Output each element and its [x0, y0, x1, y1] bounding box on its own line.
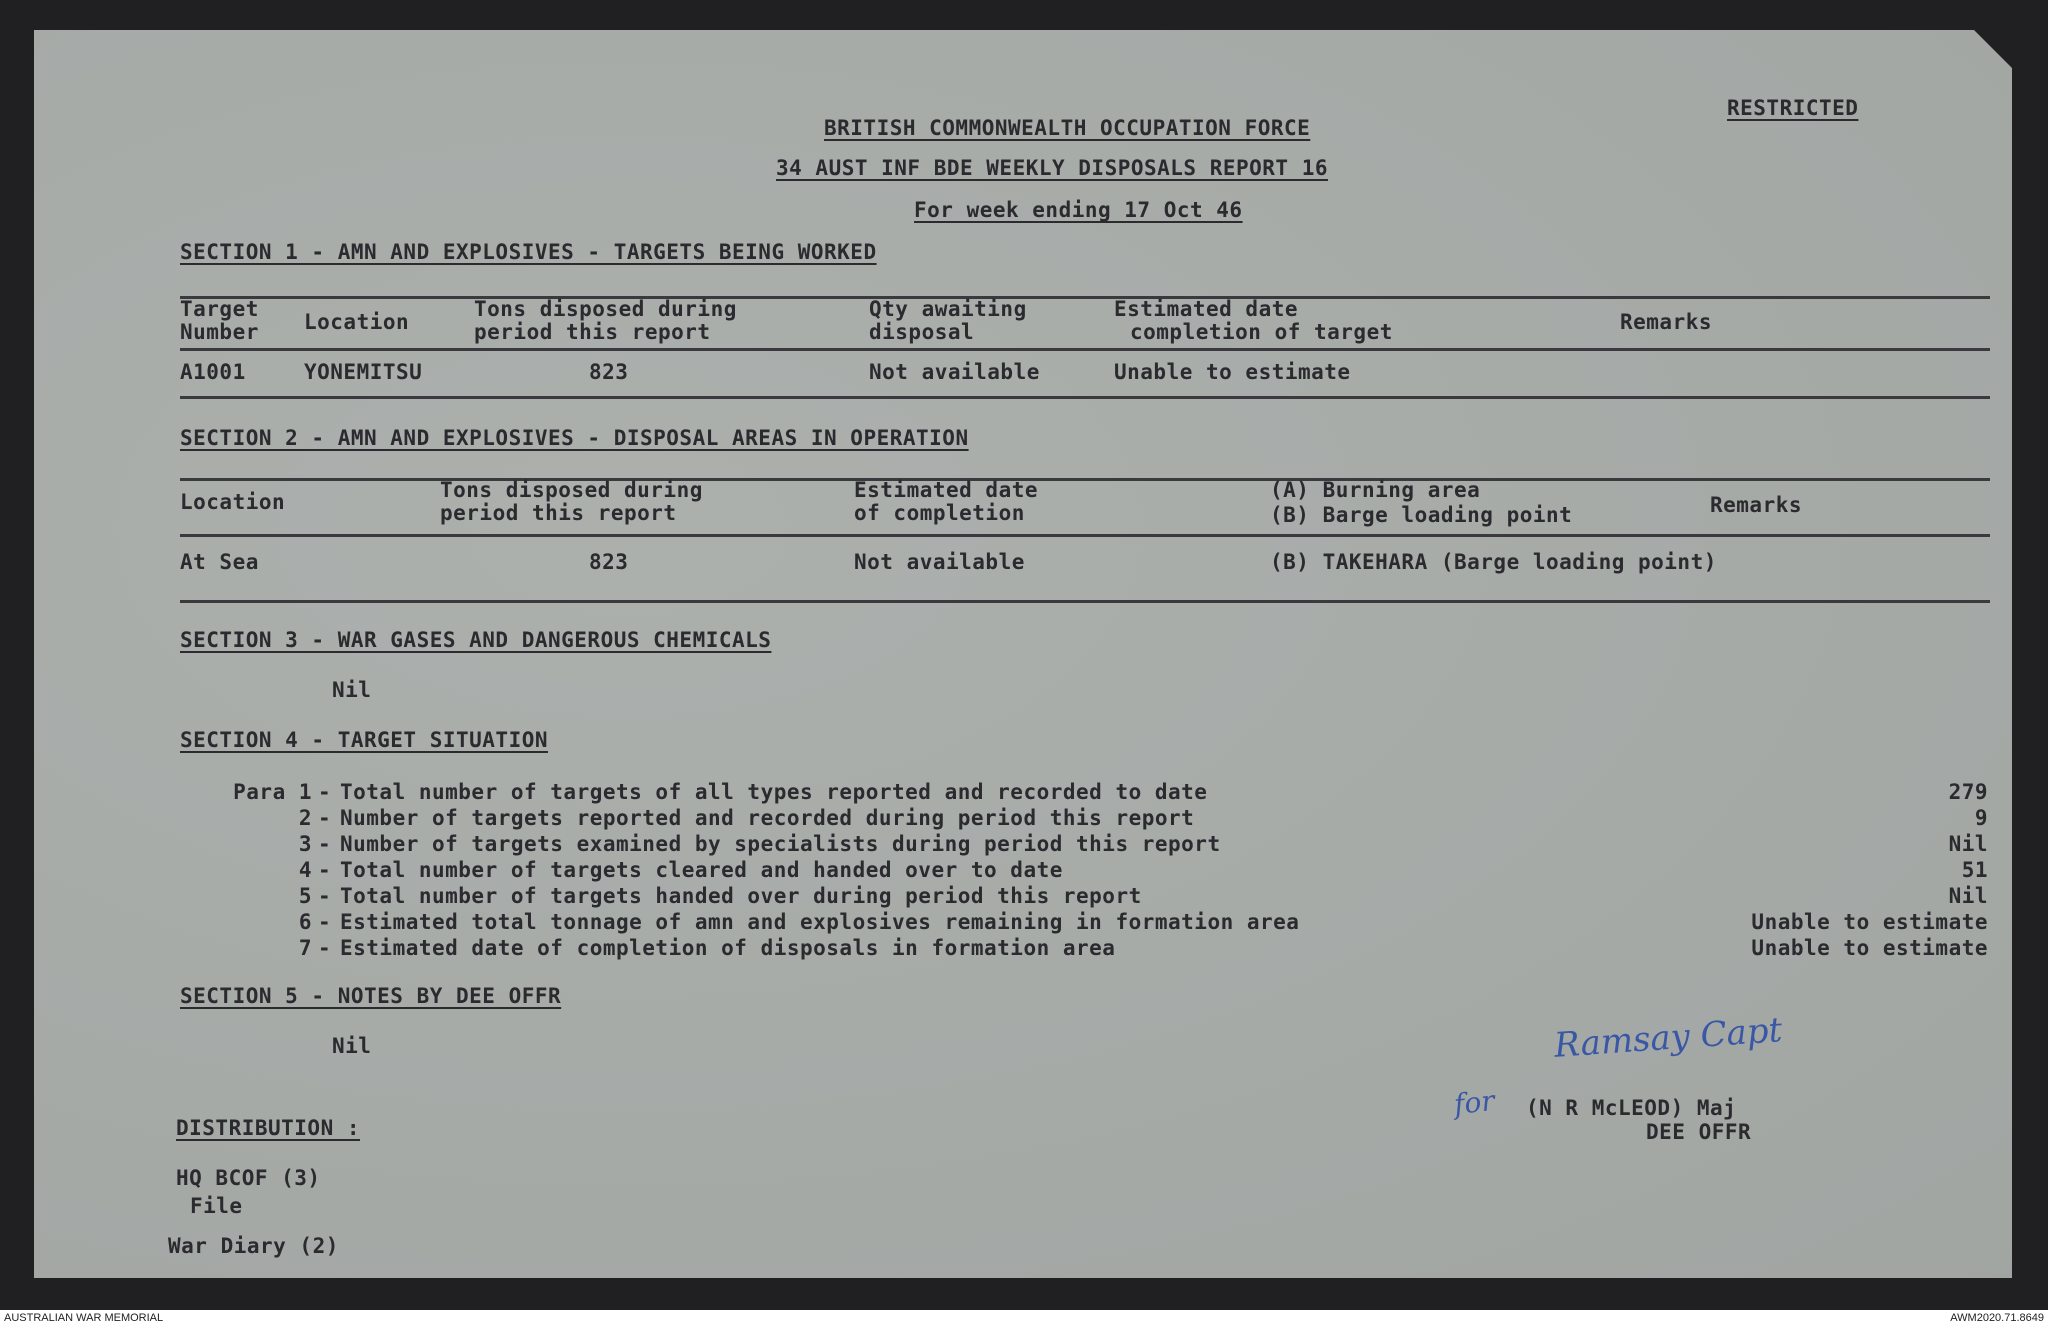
para-value: 279 [1948, 780, 1988, 804]
para-number: 2 [298, 806, 312, 830]
section2-header-rule [180, 534, 1990, 537]
s1-col-location: Location [304, 310, 410, 334]
para-number: 7 [298, 936, 312, 960]
s1-col-tons-b: period this report [474, 320, 711, 344]
s1-col-target-b: Number [180, 320, 259, 344]
section3-title: SECTION 3 - WAR GASES AND DANGEROUS CHEMICALS [180, 628, 772, 652]
para-number: 4 [298, 858, 312, 882]
signatory-name: (N R McLEOD) Maj [1526, 1096, 1737, 1120]
para-value: Unable to estimate [1751, 936, 1988, 960]
section1-title: SECTION 1 - AMN AND EXPLOSIVES - TARGETS BEING WORKED [180, 240, 877, 264]
document-title-line3: For week ending 17 Oct 46 [914, 198, 1243, 222]
s1-col-date-b: completion of target [1130, 320, 1393, 344]
s1-col-date-a: Estimated date [1114, 297, 1299, 321]
section3-value: Nil [332, 678, 372, 702]
archive-footer-right: AWM2020.71.8649 [1950, 1312, 2044, 1324]
handwritten-signature: Ramsay Capt [1552, 1010, 1784, 1066]
s2-col-tons-b: period this report [440, 501, 677, 525]
s1-row-location: YONEMITSU [304, 360, 423, 384]
s1-row-target: A1001 [180, 360, 246, 384]
para-dash: - [318, 858, 332, 882]
para-dash: - [318, 806, 332, 830]
distribution-item: War Diary (2) [168, 1234, 339, 1258]
s1-col-target-a: Target [180, 297, 259, 321]
s2-col-remarks: Remarks [1710, 493, 1803, 517]
s2-col-date-b: of completion [854, 501, 1025, 525]
para-text: Number of targets reported and recorded during period this report [340, 806, 1195, 830]
section2-bottom-rule [180, 600, 1990, 603]
para-value: Unable to estimate [1751, 910, 1988, 934]
s1-col-tons-a: Tons disposed during [474, 297, 737, 321]
s1-row-date: Unable to estimate [1114, 360, 1351, 384]
section2-title: SECTION 2 - AMN AND EXPLOSIVES - DISPOSAL AREAS IN OPERATION [180, 426, 969, 450]
para-value: Nil [1948, 884, 1988, 908]
distribution-title: DISTRIBUTION : [176, 1116, 361, 1140]
para-text: Estimated date of completion of disposals in formation area [340, 936, 1116, 960]
para-number: 3 [298, 832, 312, 856]
para-text: Total number of targets of all types reported and recorded to date [340, 780, 1208, 804]
section1-header-rule [180, 348, 1990, 351]
s2-col-area-b: (B) Barge loading point [1270, 503, 1573, 527]
para-value: 9 [1974, 806, 1988, 830]
s2-row-date: Not available [854, 550, 1025, 574]
distribution-item: HQ BCOF (3) [176, 1166, 321, 1190]
s1-row-qty: Not available [869, 360, 1040, 384]
section5-value: Nil [332, 1034, 372, 1058]
signatory-role: DEE OFFR [1646, 1120, 1752, 1144]
para-dash: - [318, 884, 332, 908]
para-number: 5 [298, 884, 312, 908]
document-title-line1: BRITISH COMMONWEALTH OCCUPATION FORCE [824, 116, 1311, 140]
section1-bottom-rule [180, 396, 1990, 399]
s1-row-tons: 823 [589, 360, 629, 384]
para-text: Estimated total tonnage of amn and explosives remaining in formation area [340, 910, 1300, 934]
para-text: Total number of targets cleared and handed over to date [340, 858, 1063, 882]
s2-col-area-a: (A) Burning area [1270, 478, 1481, 502]
s2-col-location: Location [180, 490, 286, 514]
para-dash: - [318, 780, 332, 804]
para-number: Para 1 [233, 780, 312, 804]
classification-marking: RESTRICTED [1727, 96, 1859, 120]
document-page [34, 30, 2012, 1278]
para-value: Nil [1948, 832, 1988, 856]
para-dash: - [318, 832, 332, 856]
para-dash: - [318, 910, 332, 934]
s1-col-qty-b: disposal [869, 320, 975, 344]
para-number: 6 [298, 910, 312, 934]
s1-col-qty-a: Qty awaiting [869, 297, 1027, 321]
para-value: 51 [1961, 858, 1988, 882]
s2-row-area: (B) TAKEHARA (Barge loading point) [1270, 550, 1717, 574]
document-title-line2: 34 AUST INF BDE WEEKLY DISPOSALS REPORT 16 [776, 156, 1329, 180]
para-text: Number of targets examined by specialists during period this report [340, 832, 1221, 856]
s2-col-tons-a: Tons disposed during [440, 478, 703, 502]
para-text: Total number of targets handed over during period this report [340, 884, 1142, 908]
s2-row-location: At Sea [180, 550, 259, 574]
archive-footer-left: AUSTRALIAN WAR MEMORIAL [4, 1312, 164, 1324]
section4-title: SECTION 4 - TARGET SITUATION [180, 728, 549, 752]
s1-col-remarks: Remarks [1620, 310, 1713, 334]
section5-title: SECTION 5 - NOTES BY DEE OFFR [180, 984, 562, 1008]
distribution-item: File [190, 1194, 243, 1218]
s2-row-tons: 823 [589, 550, 629, 574]
s2-col-date-a: Estimated date [854, 478, 1039, 502]
para-dash: - [318, 936, 332, 960]
section1-top-rule [180, 296, 1990, 299]
handwritten-for: for [1452, 1083, 1497, 1122]
